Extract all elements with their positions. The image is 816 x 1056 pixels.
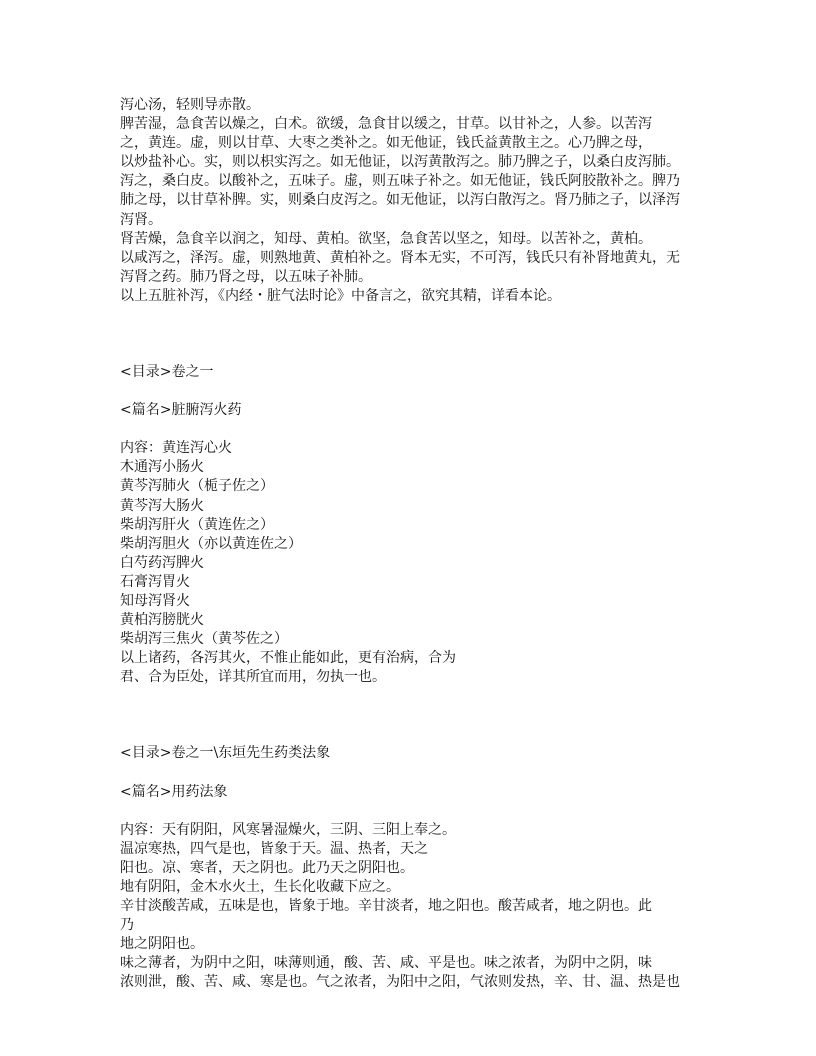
text-line: 泻心汤，轻则导赤散。	[120, 97, 260, 113]
text-line: 辛甘淡酸苦咸，五味是也，皆象于地。辛甘淡者，地之阳也。酸苦咸者，地之阴也。此	[120, 898, 652, 914]
text-line: 泻肾。	[120, 211, 162, 228]
text-line: 木通泻小肠火	[120, 459, 204, 476]
spacer	[120, 306, 700, 363]
text-line: 柴胡泻三焦火（黄芩佐之）	[120, 631, 288, 648]
spacer	[120, 802, 700, 821]
text-line: 肾苦燥，急食辛以润之，知母、黄柏。欲坚，急食苦以坚之，知母。以苦补之，黄柏。	[120, 230, 652, 247]
chapter-title: <篇名>脏腑泻火药	[120, 402, 242, 419]
chapter-title: <篇名>用药法象	[120, 783, 228, 800]
text-line: 以上五脏补泻，《内经・脏气法时论》中备言之，欲究其精，详看本论。	[120, 287, 561, 304]
text-line: 内容：天有阴阳，风寒暑湿燥火，三阴、三阳上奉之。	[120, 821, 456, 838]
text-line: 柴胡泻胆火（亦以黄连佐之）	[120, 535, 302, 552]
text-line: 泻之，桑白皮。以酸补之，五味子。虚，则五味子补之。如无他证，钱氏阿胶散补之。脾乃	[120, 173, 680, 190]
text-line: 阳也。凉、寒者，天之阴也。此乃天之阴阳也。	[120, 859, 414, 876]
text-line: 石膏泻胃火	[120, 573, 190, 590]
text-line: 以上诸药，各泻其火，不惟止能如此，更有治病，合为	[120, 650, 456, 667]
text-line: 知母泻肾火	[120, 592, 190, 609]
text-line: 浓则泄，酸、苦、咸、寒是也。气之浓者，为阳中之阳，气浓则发热，辛、甘、温、热是也	[120, 974, 680, 991]
spacer	[120, 687, 700, 744]
text-line: 黄柏泻膀胱火	[120, 612, 204, 629]
text-line: 内容：黄连泻心火	[120, 440, 232, 457]
text-line: 乃	[120, 917, 134, 934]
spacer	[120, 420, 700, 439]
text-line: 柴胡泻肝火（黄连佐之）	[120, 516, 274, 533]
catalog-heading: <目录>卷之一\东垣先生药类法象	[120, 745, 331, 762]
text-line: 黄芩泻大肠火	[120, 497, 204, 514]
text-line: 以咸泻之，泽泻。虚，则熟地黄、黄柏补之。肾本无实，不可泻，钱氏只有补肾地黄丸，无	[120, 249, 680, 266]
section-yongyao-faxiang	[120, 744, 700, 992]
spacer	[120, 382, 700, 401]
text-line: 味之薄者，为阴中之阳，味薄则通，酸、苦、咸、平是也。味之浓者，为阴中之阴，味	[120, 955, 652, 972]
text-line: 地有阴阳，金木水火土，生长化收藏下应之。	[120, 878, 400, 895]
text-line: 泻肾之药。肺乃肾之母，以五味子补肺。	[120, 268, 372, 285]
text-line: 之，黄连。虚，则以甘草、大枣之类补之。如无他证，钱氏益黄散主之。心乃脾之母，	[120, 135, 652, 152]
text-line: 以炒盐补心。实，则以枳实泻之。如无他证，以泻黄散泻之。肺乃脾之子，以桑白皮泻肺。	[120, 154, 680, 171]
section-zangfu-xiehuo	[120, 363, 700, 687]
spacer	[120, 764, 700, 783]
text-line: 肺之母，以甘草补脾。实，则桑白皮泻之。如无他证，以泻白散泻之。肾乃肺之子，以泽泻	[120, 192, 680, 209]
text-line: 地之阴阳也。	[120, 936, 204, 953]
text-line: 温凉寒热，四气是也，皆象于天。温、热者，天之	[120, 840, 428, 857]
section-zangfu-buxie	[120, 96, 700, 306]
text-line: 黄芩泻肺火（栀子佐之）	[120, 478, 274, 495]
text-line: 脾苦湿，急食苦以燥之，白术。欲缓，急食甘以缓之，甘草。以甘补之，人参。以苦泻	[120, 116, 652, 133]
text-line: 白芍药泻脾火	[120, 554, 204, 571]
catalog-heading: <目录>卷之一	[120, 364, 214, 381]
document-page	[120, 96, 700, 992]
text-line: 君、合为臣处，详其所宜而用，勿执一也。	[120, 669, 386, 686]
